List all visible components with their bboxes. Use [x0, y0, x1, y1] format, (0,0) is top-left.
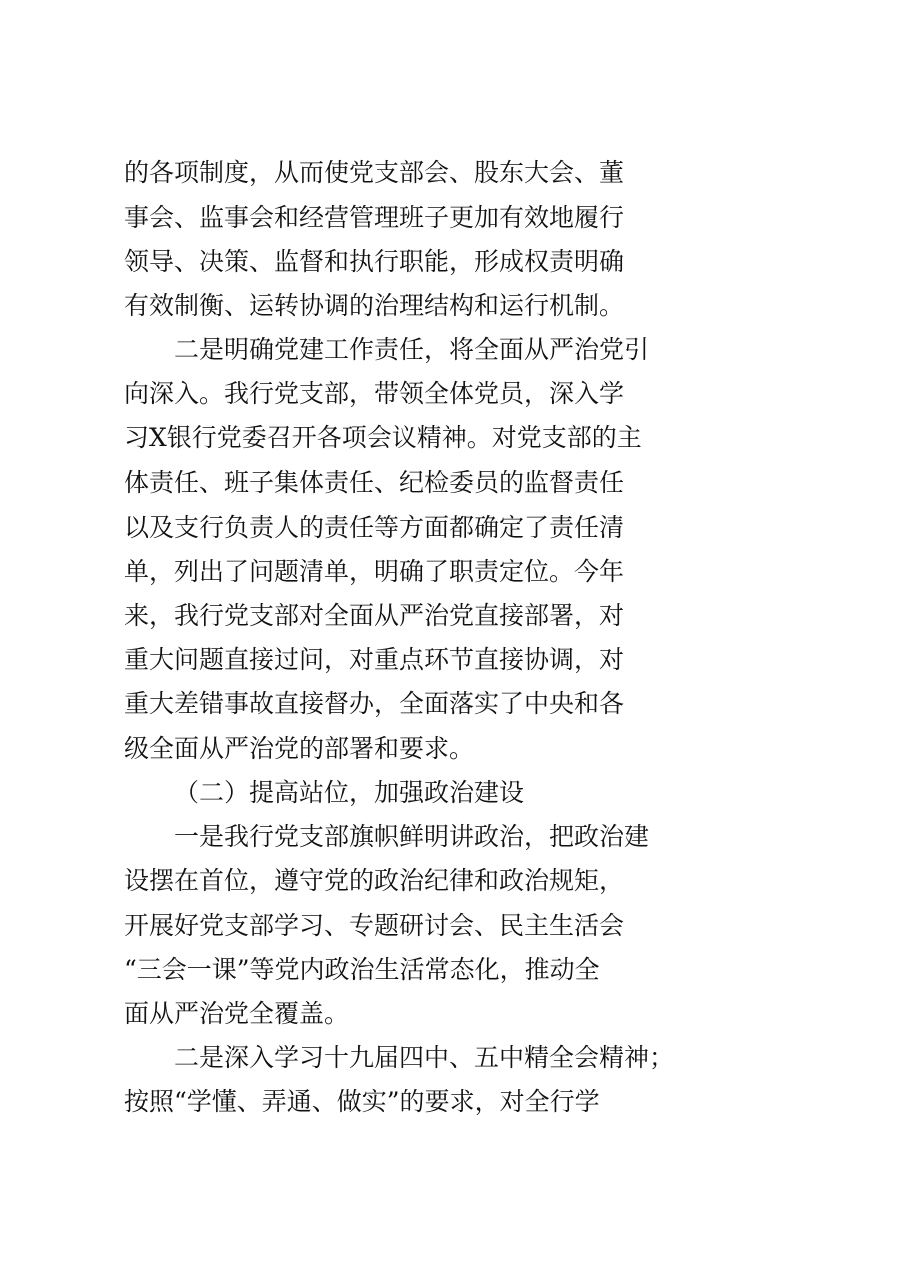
text-line: 级全面从严治党的部署和要求。	[124, 734, 475, 763]
text-line: 的各项制度，从而使党支部会、股东大会、董	[124, 158, 625, 187]
text-line: 事会、监事会和经营管理班子更加有效地履行	[124, 203, 625, 232]
text-line: 以及支行负责人的责任等方面都确定了责任清	[124, 513, 625, 542]
text-line: 设摆在首位，遵守党的政治纪律和政治规矩，	[124, 866, 625, 895]
text-line: 按照“学懂、弄通、做实”的要求，对全行学	[124, 1087, 600, 1116]
text-line: 一是我行党支部旗帜鲜明讲政治，把政治建	[174, 822, 650, 851]
section-heading: （二）提高站位，加强政治建设	[174, 778, 525, 807]
text-line: 领导、决策、监督和执行职能，形成权责明确	[124, 247, 625, 276]
text-line: “三会一课”等党内政治生活常态化，推动全	[124, 955, 600, 984]
text-line: 重大差错事故直接督办，全面落实了中央和各	[124, 689, 625, 718]
text-line: 二是深入学习十九届四中、五中精全会精神；	[174, 1043, 675, 1072]
text-line: 二是明确党建工作责任，将全面从严治党引	[174, 335, 650, 364]
text-line: 开展好党支部学习、专题研讨会、民主生活会	[124, 911, 625, 940]
text-line: 单，列出了问题清单，明确了职责定位。今年	[124, 557, 625, 586]
text-line: 重大问题直接过问，对重点环节直接协调，对	[124, 645, 625, 674]
text-line: 向深入。我行党支部，带领全体党员，深入学	[124, 379, 625, 408]
text-line: 体责任、班子集体责任、纪检委员的监督责任	[124, 468, 625, 497]
text-line: 来，我行党支部对全面从严治党直接部署，对	[124, 601, 625, 630]
text-line: 有效制衡、运转协调的治理结构和运行机制。	[124, 291, 625, 320]
text-line: 习X银行党委召开各项会议精神。对党支部的主	[124, 423, 642, 452]
text-line: 面从严治党全覆盖。	[124, 999, 350, 1028]
